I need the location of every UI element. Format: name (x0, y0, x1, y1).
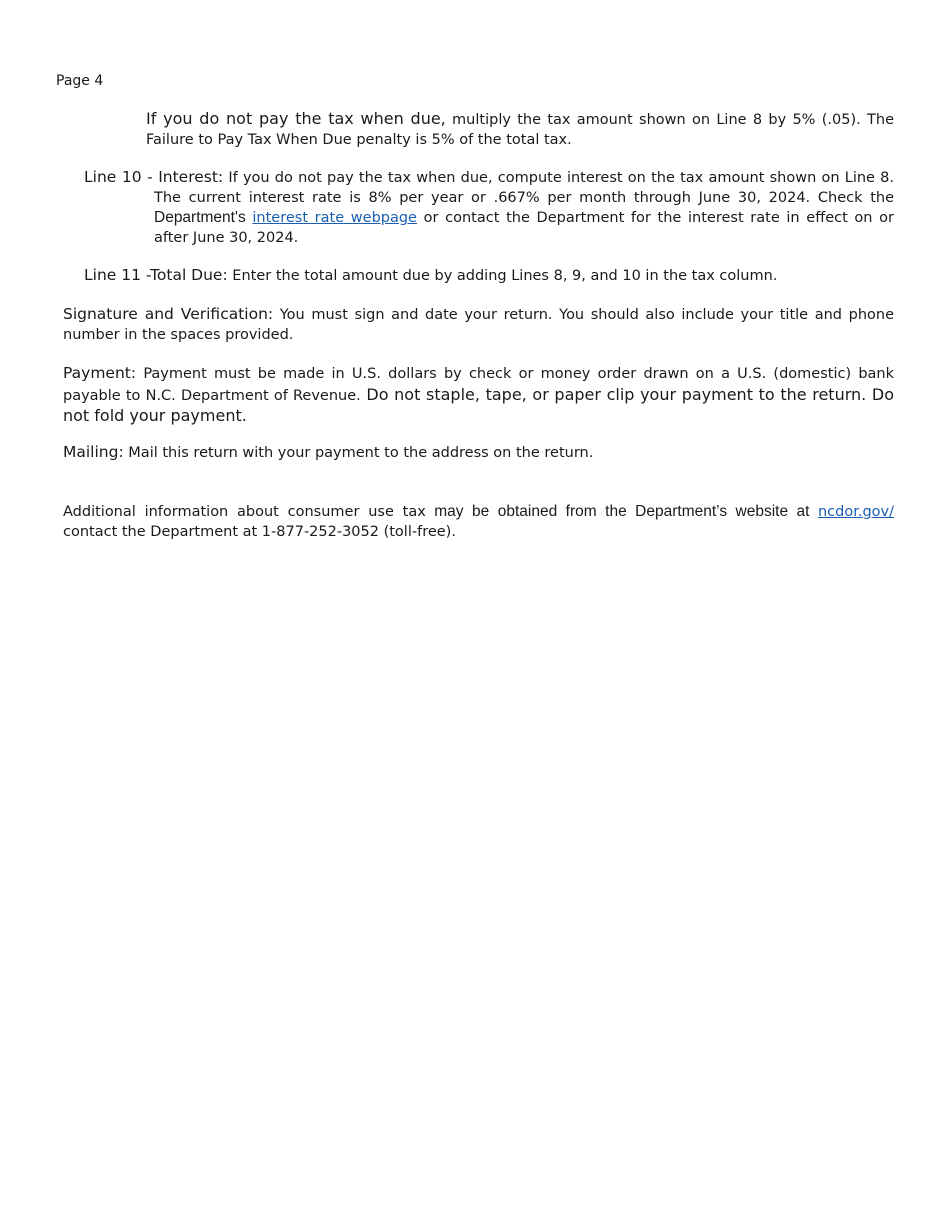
interest-text: If you do not pay the tax when due, compute interest on the tax amount shown on Line 8. The current interest rate is 8% per year or .667% per month through June 30, 2024. Check the (154, 170, 894, 206)
total-due-text: Enter the total amount due by adding Lines 8, 9, and 10 in the tax column. (227, 268, 778, 284)
mailing-paragraph (63, 443, 894, 464)
additional-text-end: contact the Department at 1-877-252-3052 (toll-free). (63, 523, 456, 540)
payment-heading: Payment: (63, 364, 137, 382)
interest-rate-link[interactable]: interest rate webpage (252, 210, 417, 226)
additional-info-paragraph (63, 502, 894, 542)
penalty-lead: If you do not pay the tax when due, (146, 109, 446, 128)
signature-heading: Signature and Verification: (63, 305, 274, 323)
signature-text: You must sign and date your return. You should also include your title and phone number in the spaces provided. (63, 307, 894, 343)
payment-instructions: Do not staple, tape, or paper clip your payment to the return. Do not fold your payment. (63, 384, 894, 425)
ncdor-website-link[interactable]: ncdor.gov/ (817, 504, 894, 520)
payment-text: Payment must be made in U.S. dollars by check or money order drawn on a U.S. (domestic) bank payable to N.C. Department of Revenue. (63, 366, 894, 404)
total-due-heading: Line 11 -Total Due: (84, 266, 228, 284)
interest-heading: Line 10 - Interest: (84, 168, 224, 186)
additional-text-start: Additional information about consumer use tax (63, 504, 426, 520)
interest-department: Department's (154, 209, 246, 226)
total-due-paragraph (84, 266, 894, 287)
mailing-heading: Mailing: (63, 443, 124, 461)
penalty-paragraph (146, 109, 894, 150)
additional-text-mid: may be obtained from the Department’s website at (425, 503, 818, 520)
payment-paragraph (63, 364, 894, 428)
penalty-text: multiply the tax amount shown on Line 8 by 5% (.05). The Failure to Pay Tax When Due penalty is 5% of the total tax. (146, 112, 894, 148)
signature-paragraph (63, 305, 894, 345)
mailing-text: Mail this return with your payment to the address on the return. (123, 445, 594, 461)
interest-text-after: or contact the Department for the interest rate in effect on or after June 30, 2024. (154, 210, 894, 246)
interest-paragraph (84, 168, 894, 248)
page-number: Page 4 (56, 73, 104, 89)
